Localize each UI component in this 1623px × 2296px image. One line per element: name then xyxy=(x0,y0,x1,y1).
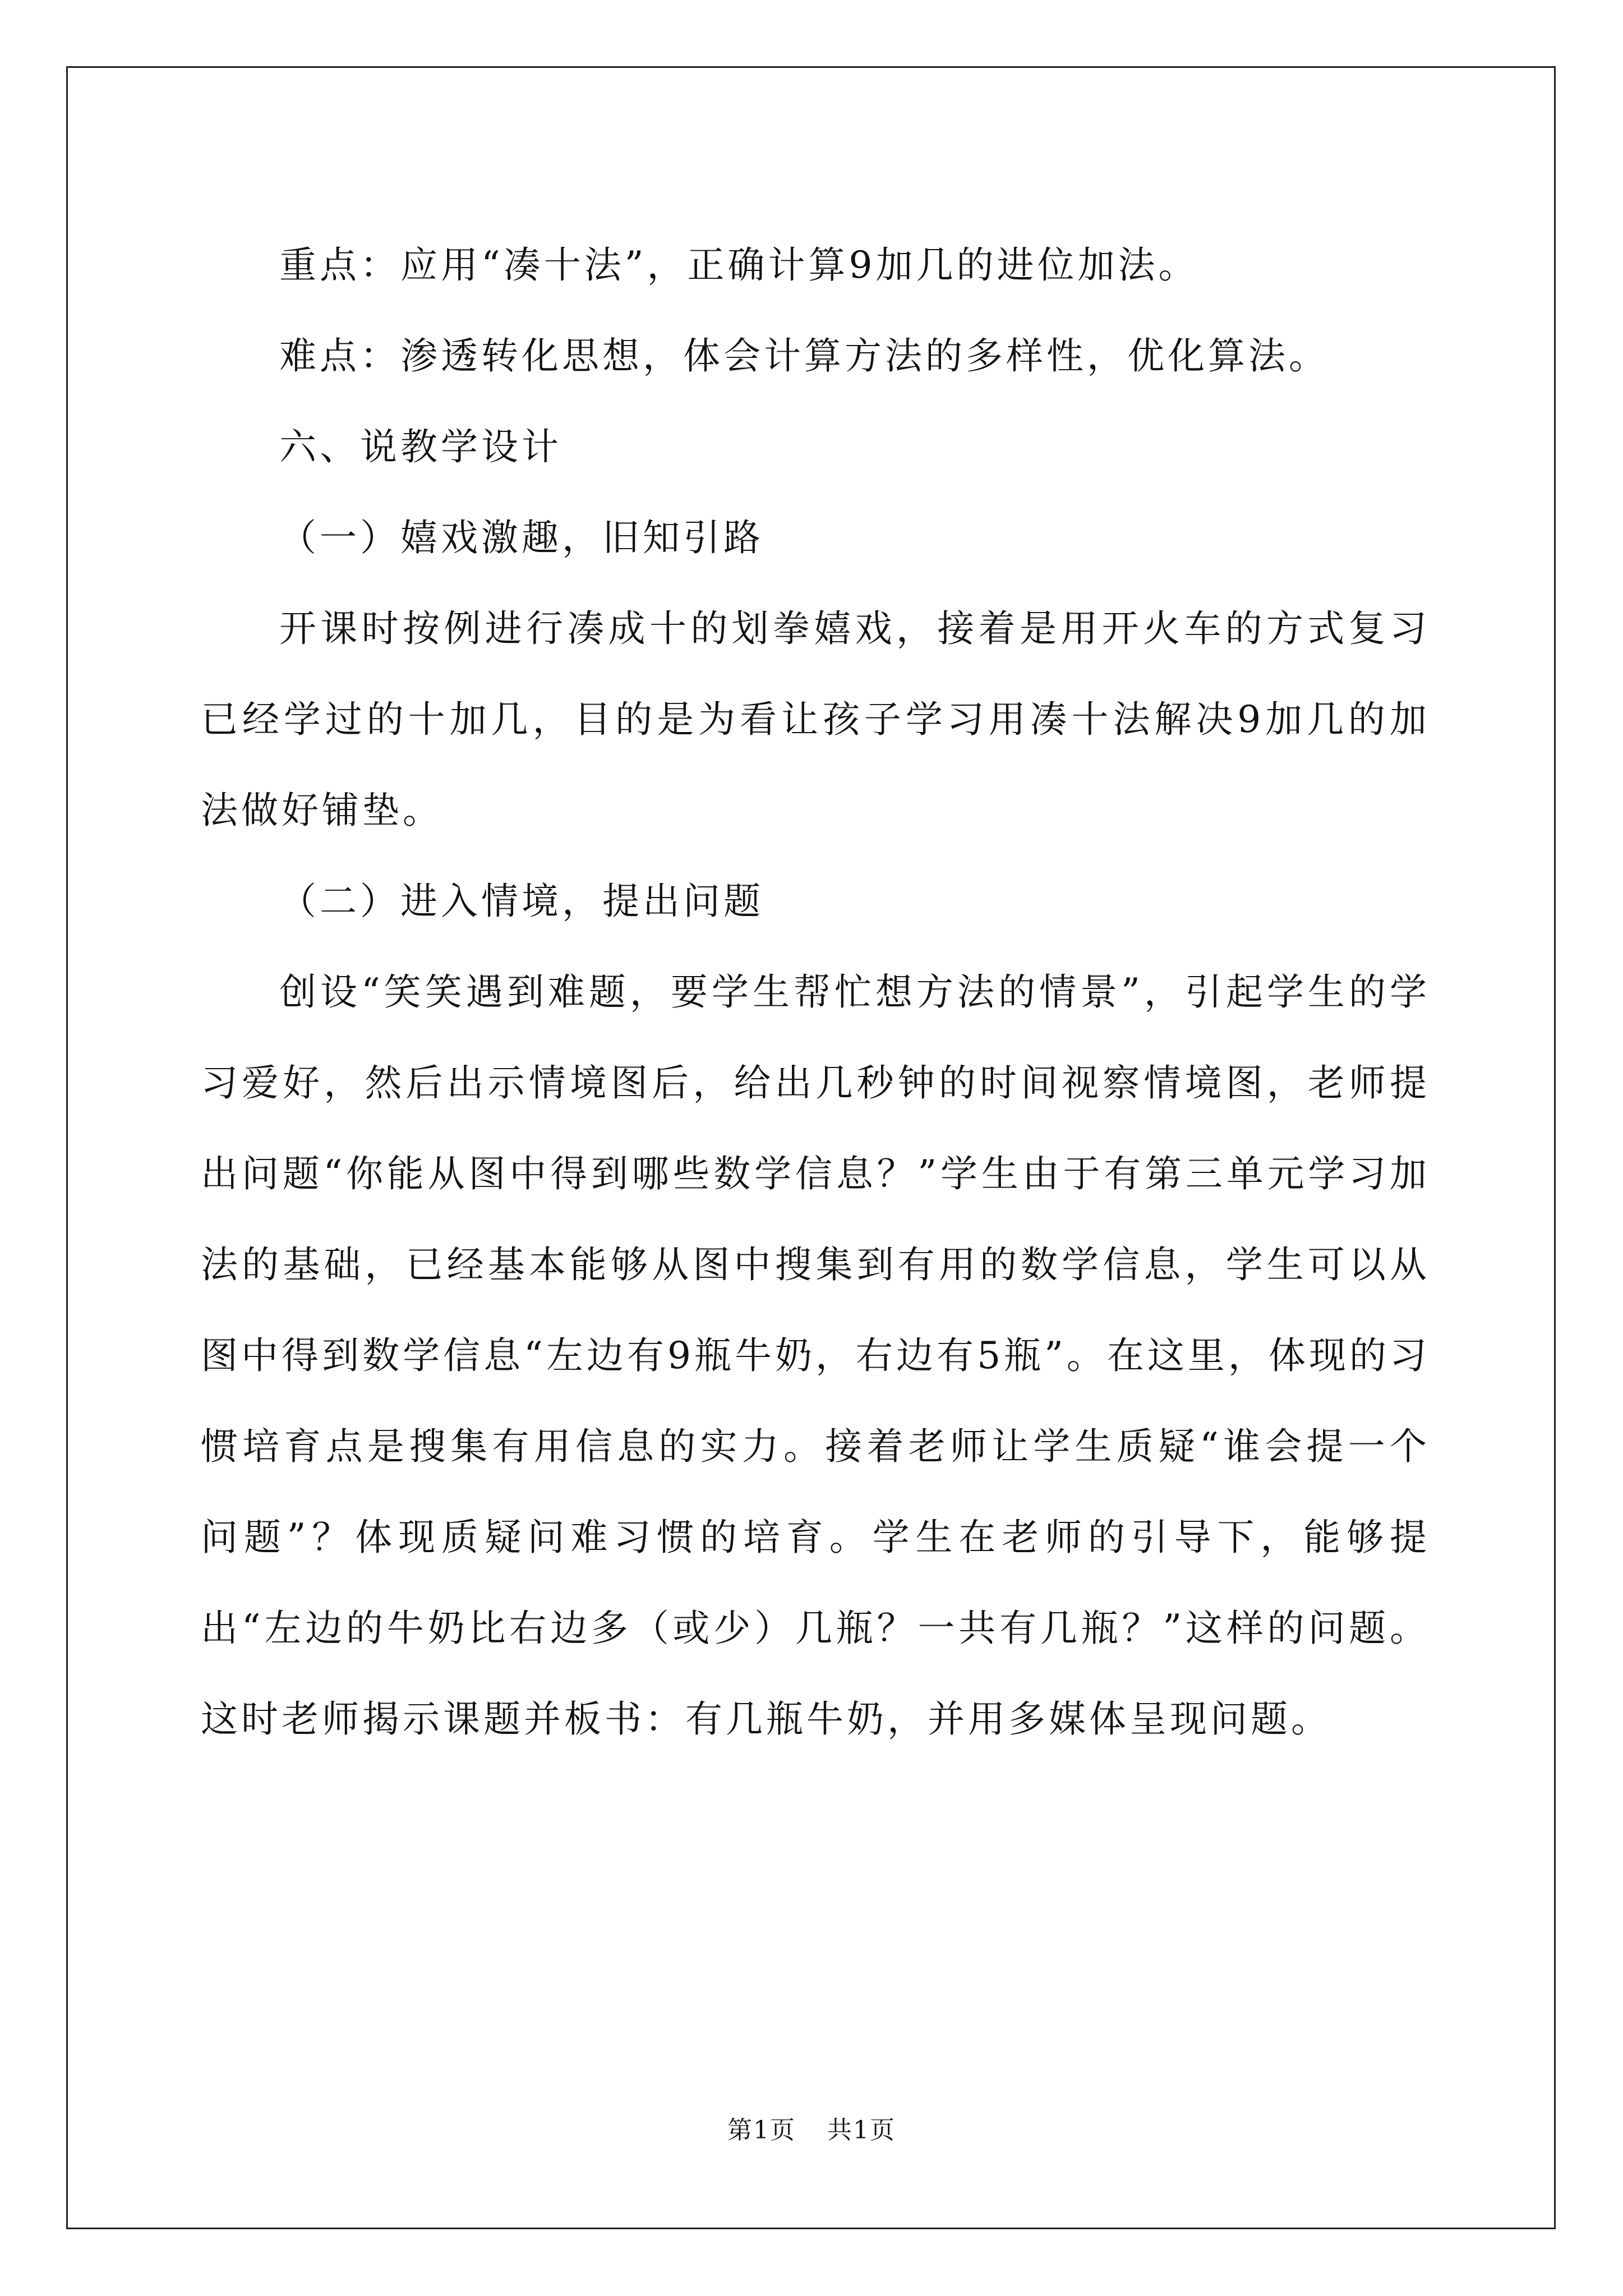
paragraph-difficulty: 难点：渗透转化思想，体会计算方法的多样性，优化算法。 xyxy=(279,334,1329,378)
page-number: 第1页 xyxy=(727,2116,796,2145)
subheading-2: （二）进入情境，提出问题 xyxy=(279,880,764,923)
paragraph-key-point: 重点：应用“凑十法”，正确计算9加几的进位加法。 xyxy=(279,243,1199,287)
subheading-1: （一）嬉戏激趣，旧知引路 xyxy=(279,516,764,559)
document-body xyxy=(201,220,1430,1765)
section-heading-teaching-design: 六、说教学设计 xyxy=(279,425,562,468)
paragraph-warmup: 开课时按例进行凑成十的划拳嬉戏，接着是用开火车的方式复习已经学过的十加几，目的是为看让孩子学习用凑十法解决9加几的加法做好铺垫。 xyxy=(201,607,1430,832)
page-footer xyxy=(0,2114,1623,2147)
paragraph-scenario: 创设“笑笑遇到难题，要学生帮忙想方法的情景”，引起学生的学习爱好，然后出示情境图后，给出几秒钟的时间视察情境图，老师提出问题“你能从图中得到哪些数学信息？”学生由于有第三单元学习加法的基础，已经基本能够从图中搜集到有用的数学信息，学生可以从图中得到数学信息“左边有9瓶牛奶，右边有5瓶”。在这里，体现的习惯培育点是搜集有用信息的实力。接着老师让学生质疑“谁会提一个问题”？体现质疑问难习惯的培育。学生在老师的引导下，能够提出“左边的牛奶比右边多（或少）几瓶？一共有几瓶？”这样的问题。这时老师揭示课题并板书：有几瓶牛奶，并用多媒体呈现问题。 xyxy=(201,970,1430,1741)
page-total: 共1页 xyxy=(827,2116,896,2145)
